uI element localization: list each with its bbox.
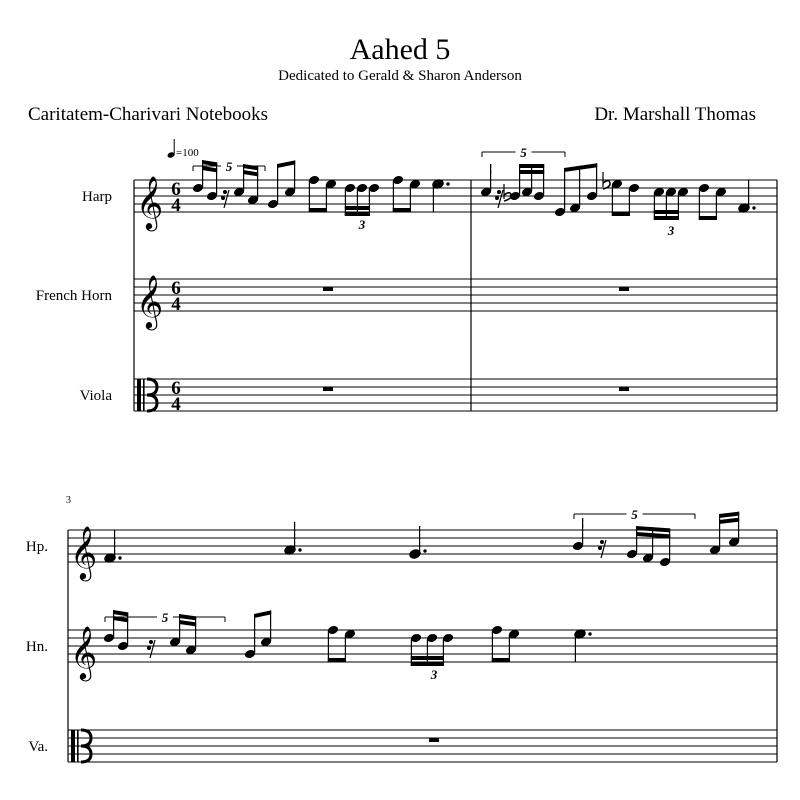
dotted-quarter-note [574,629,592,662]
beam-bar [202,166,217,172]
beam-bar [719,512,739,518]
beam-bar [490,164,491,168]
time-signature-top: 6 [171,179,181,200]
beam-bar [254,610,271,618]
beam [492,658,510,662]
sixteenth-rest [495,190,503,208]
treble-clef: 𝄞 [136,276,164,327]
time-signature [171,278,181,315]
beam-bar [411,656,444,660]
beamed-sixteenths [626,526,671,567]
augmentation-dot [446,182,449,185]
whole-measure-rest [323,387,333,391]
dotted-quarter-note [738,180,756,213]
beam [309,208,327,212]
rest-flag [495,196,499,200]
series-name: Caritatem-Charivari Notebooks [28,104,269,125]
whole-measure-rest [619,287,629,291]
augmentation-dot [298,548,301,551]
beamed-triplet [344,183,380,216]
instrument-name: Viola [79,388,112,404]
beam-bar [113,610,128,616]
beamed-sixteenths [509,164,545,201]
beam [612,212,630,216]
beam-bar [393,208,411,212]
beam [719,512,739,524]
tuplet-number: 5 [631,507,638,522]
rest-flag [223,190,227,194]
beamed-eighths [554,163,598,217]
rest-flag [221,196,225,200]
augmentation-dot [752,206,755,209]
time-signature [171,179,181,216]
beam-bar [654,210,679,214]
beam-bar [277,160,295,168]
beam [254,610,271,618]
sixteenth-rest [147,640,155,658]
tuplet-number: 3 [358,217,366,232]
instrument-name: Hp. [25,539,48,555]
score-dedication: Dedicated to Gerald & Sharon Anderson [278,68,522,84]
beam-bar [582,524,583,528]
beam-bar [699,216,717,220]
time-signature-bottom: 4 [171,294,181,315]
beam-bar [202,160,217,166]
beam-bar [243,164,258,170]
treble-clef: 𝄞 [70,527,98,578]
beamed-eighths [267,160,296,209]
staff-french-horn [134,279,777,311]
sixteenth-note [480,164,492,197]
beam-bar [345,212,370,216]
beam-bar [328,658,346,662]
instrument-name: French Horn [35,288,112,304]
beam [699,216,717,220]
beam [277,160,295,168]
tuplet-number: 3 [430,667,438,682]
beamed-sixteenths [169,614,197,655]
flat-sign [504,184,511,201]
tuplet-number: 5 [225,159,233,174]
time-signature-bottom: 4 [171,394,181,415]
beam-bar [492,658,510,662]
beam [393,208,411,212]
time-signature-top: 6 [171,378,181,399]
beam [179,614,196,626]
beam [328,658,346,662]
dotted-quarter-note [432,179,450,212]
beam-bar [345,206,370,210]
time-signature [171,378,181,415]
tuplet-bracket [574,507,695,522]
clef-bar [71,730,75,762]
beam-bar [519,164,544,168]
beamed-triplet [410,633,454,666]
staff-va [68,730,777,762]
beamed-eighths [611,179,640,216]
sixteenth-rest [221,190,229,208]
beam [113,610,128,622]
beam-bar [309,208,327,212]
rest-flag [598,546,602,550]
beam-bar [411,662,444,666]
tuplet-number: 5 [520,145,527,160]
measure-number: 3 [66,495,71,506]
alto-clef [71,730,91,762]
beamed-sixteenths [233,164,259,205]
whole-measure-rest [619,387,629,391]
instrument-name: Va. [28,739,48,755]
whole-measure-rest [323,287,333,291]
beam-bar [654,216,679,220]
instrument-name: Hn. [25,639,48,655]
treble-clef: 𝄞 [136,177,164,228]
dotted-quarter-note [284,522,302,555]
augmentation-dot [588,632,591,635]
augmentation-dot [118,556,121,559]
rest-flag [497,190,501,194]
beam-bar [582,518,583,522]
beam-bar [179,620,196,626]
sixteenth-note [572,518,584,551]
rest-flag [600,540,604,544]
beamed-triplet [653,187,689,220]
clef-bar [143,379,145,411]
treble-clef: 𝄞 [70,627,98,678]
clef-bar [137,379,141,411]
beamed-sixteenths [709,512,740,556]
staff-harp [134,180,777,212]
tuplet-number: 5 [161,610,169,625]
beamed-sixteenths [103,610,129,651]
rest-flag [147,646,151,650]
tempo-marking [167,139,199,159]
dotted-quarter-note [104,530,122,563]
beamed-eighths [244,610,272,659]
instrument-name: Harp [82,189,112,205]
time-signature-bottom: 4 [171,195,181,216]
beam-bar [490,170,491,174]
composer-name: Dr. Marshall Thomas [594,104,756,125]
beam-bar [564,163,597,172]
tuplet-bracket [482,145,565,160]
time-signature-top: 6 [171,278,181,299]
beam [564,163,597,172]
score-title: Aahed 5 [349,33,451,66]
staff-viola [134,379,777,411]
staff-hp [68,530,777,562]
rest-flag [149,640,153,644]
sixteenth-rest [598,540,606,558]
alto-clef [137,379,157,411]
tempo-value: =100 [176,147,199,159]
clef-bar [77,730,79,762]
beam-bar [519,170,544,174]
beam-bar [719,518,739,524]
whole-measure-rest [429,738,439,742]
beam-bar [243,170,258,176]
beam-bar [612,212,630,216]
augmentation-dot [423,549,426,552]
tuplet-number: 3 [667,223,675,238]
